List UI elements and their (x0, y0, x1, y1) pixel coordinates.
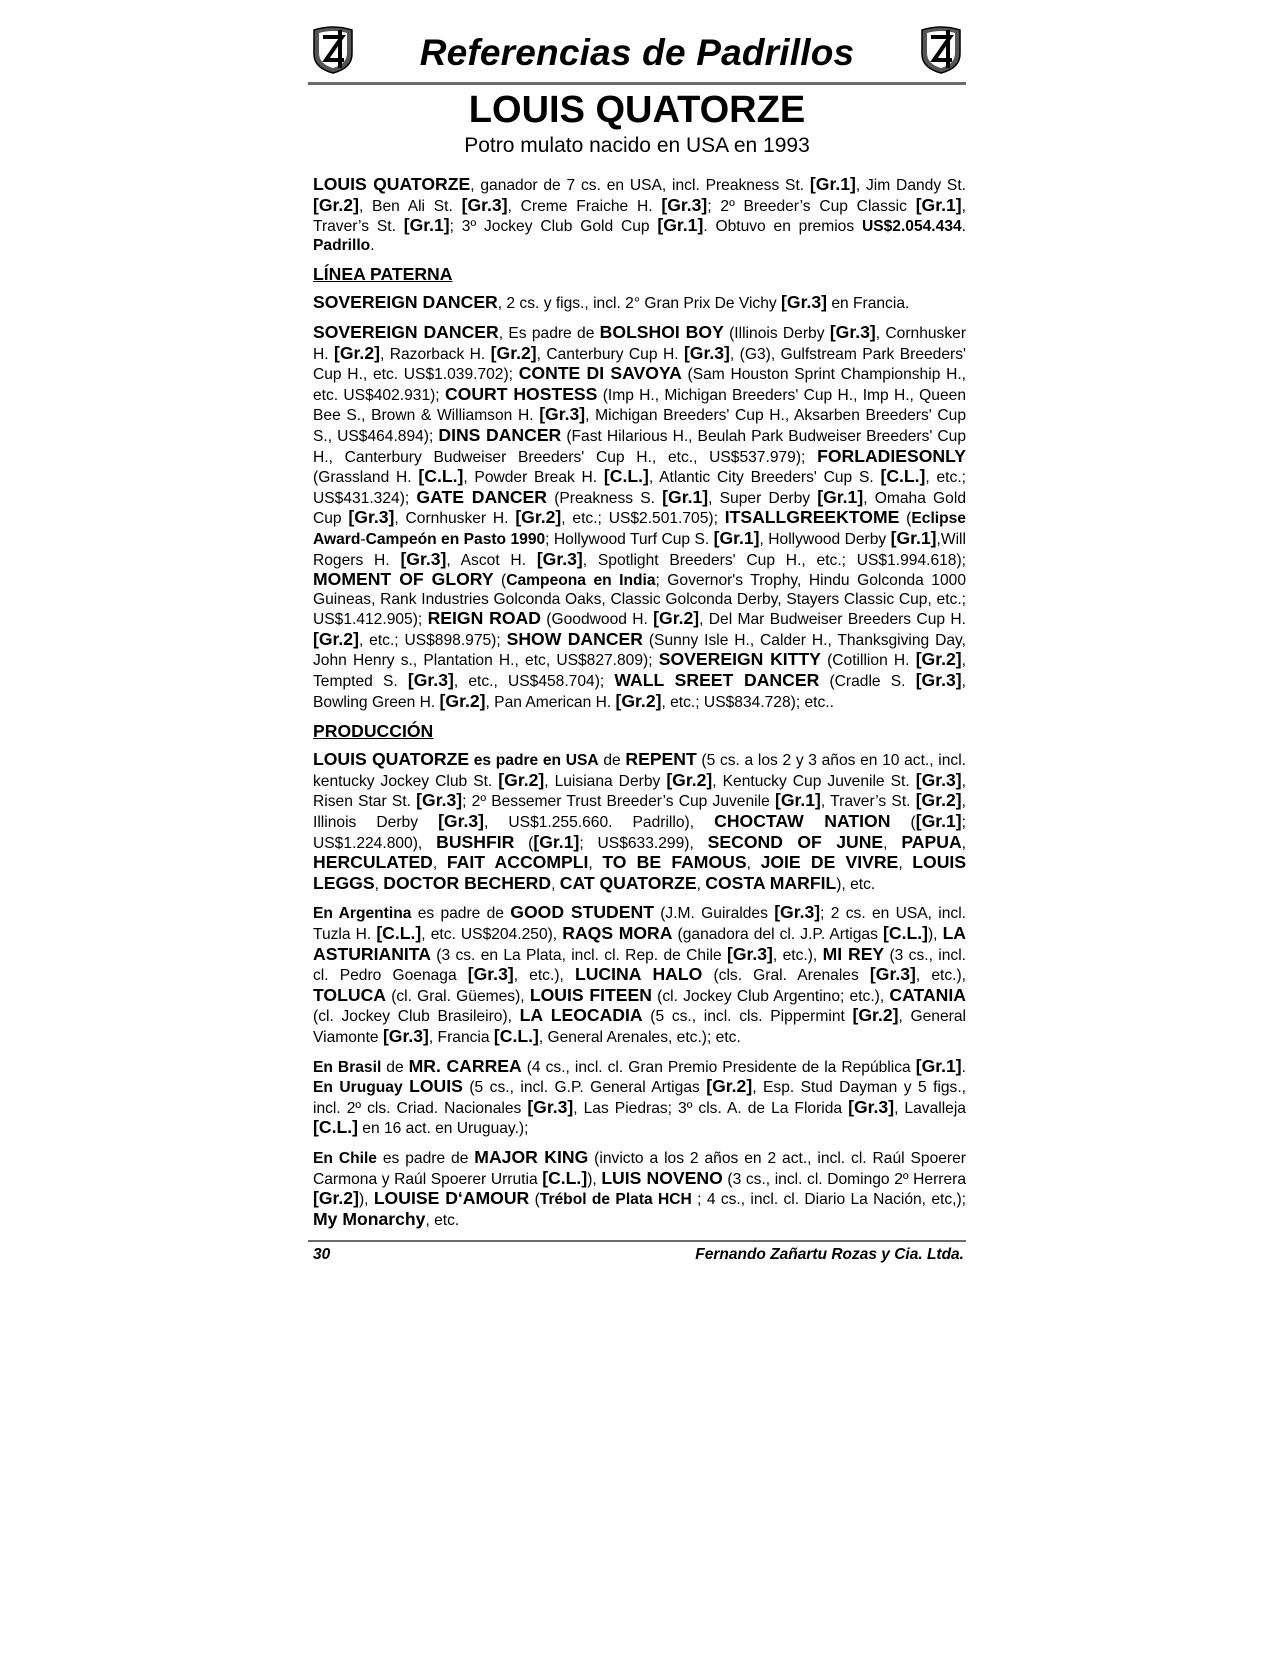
text-run: (3 cs., incl. cl. Pedro Goenaga (313, 946, 966, 985)
text-run: de (598, 752, 626, 770)
bold-text: es padre en USA (469, 752, 599, 770)
horse-name-ref: SOVEREIGN DANCER (313, 321, 499, 342)
text-run: , Traver’s St. (313, 197, 966, 236)
text-run: es padre de (411, 905, 511, 923)
horse-name-ref: DINS DANCER (438, 424, 562, 445)
header-divider (308, 82, 966, 85)
text-run: ( (529, 1191, 540, 1209)
grade-badge: [Gr.3] (416, 790, 463, 811)
text-run: (5 cs. a los 2 y 3 años en 10 act., incl. kentucky Jockey Club St. (313, 752, 966, 790)
text-run: , etc. (425, 1211, 460, 1229)
grade-badge: [Gr.2] (706, 1076, 753, 1097)
text-run: , Las Piedras; 3º cls. A. de La Florida (573, 1099, 849, 1117)
sire-offspring-paragraph (313, 323, 966, 712)
grade-badge: [Gr.3] (467, 964, 514, 985)
horse-name-ref: SOVEREIGN DANCER (313, 292, 498, 313)
grade-badge: [Gr.1] (657, 215, 704, 236)
grade-badge: [Gr.1] (533, 831, 580, 852)
grade-badge: [Gr.3] (400, 548, 447, 569)
text-run: , Del Mar Budweiser Breeders Cup H. (699, 611, 966, 629)
section-heading-produccion: PRODUCCIÓN (313, 721, 434, 742)
text-run: , etc.), (772, 946, 823, 964)
text-run: , etc.; US$2.501.705); (561, 510, 725, 528)
horse-name-ref: REPENT (625, 749, 697, 770)
text-run: (Preakness S. (547, 489, 663, 507)
page (308, 20, 966, 1270)
horse-name-ref: MOMENT OF GLORY (313, 569, 494, 590)
bold-text: US$2.054.434 (861, 218, 962, 236)
horse-name-ref: FAIT ACCOMPLI (446, 852, 589, 873)
horse-name-ref: CAT QUATORZE (559, 872, 697, 893)
grade-badge: [Gr.3] (683, 342, 730, 363)
bold-text: Eclipse Award (313, 510, 966, 548)
text-run: (5 cs., incl. G.P. General Artigas (462, 1079, 707, 1097)
text-run: , Kentucky Cup Juvenile St. (712, 772, 916, 790)
text-run: , Hollywood Derby (759, 530, 891, 548)
text-run: , Bowling Green H. (313, 673, 966, 711)
text-run: , (432, 855, 447, 873)
grade-badge: [Gr.3] (774, 902, 821, 923)
text-run: (Cotillion H. (820, 652, 916, 670)
text-run: ; US$1.224.800), (313, 814, 967, 852)
text-run: (cls. Gral. Arenales (702, 967, 870, 985)
text-run: ), (587, 1170, 602, 1188)
text-run: , Illinois Derby (313, 793, 966, 832)
grade-badge: [C.L.] (418, 466, 464, 487)
text-run: ( (514, 834, 534, 852)
horse-name-ref: GATE DANCER (416, 486, 547, 507)
text-run: ( (493, 572, 507, 590)
page-footer (308, 1246, 966, 1270)
grade-badge: [Gr.1] (809, 174, 856, 194)
grade-badge: [Gr.3] (407, 670, 454, 691)
horse-name-ref: TO BE FAMOUS (602, 852, 747, 873)
section-heading-linea-paterna: LÍNEA PATERNA (313, 264, 453, 285)
grade-badge: [Gr.2] (313, 628, 359, 649)
grade-badge: [C.L.] (376, 923, 422, 943)
text-run: , ganador de 7 cs. en USA, incl. Preakness St. (470, 177, 810, 194)
grade-badge: [Gr.3] (781, 292, 827, 313)
bold-text: Padrillo (313, 236, 371, 254)
text-run: , 2 cs. y figs., incl. 2° Gran Prix De Vichy (497, 295, 782, 313)
text-run: ), etc. (836, 875, 876, 893)
text-run: , Pan American H. (485, 693, 616, 711)
text-run: ( (890, 814, 916, 832)
horse-name-ref: MAJOR KING (474, 1146, 589, 1167)
grade-badge: [Gr.2] (313, 194, 359, 215)
horse-name-ref: BOLSHOI BOY (599, 321, 724, 342)
page-header (308, 20, 966, 80)
horse-name-ref: LA ASTURIANITA (313, 923, 967, 964)
text-run: , etc.), (513, 967, 575, 985)
text-run: , (588, 855, 603, 873)
horse-name-ref: SOVEREIGN KITTY (658, 649, 821, 670)
text-run: (cl. Gral. Güemes), (385, 987, 530, 1005)
text-run: (Sunny Isle H., Calder H., Thanksgiving Day, John Henry s., Plantation H., etc, US$827.809); (313, 631, 967, 670)
text-run: (Sam Houston Sprint Championship H., etc. US$402.931); (313, 366, 966, 404)
zr-logo-icon (918, 24, 964, 74)
text-run: , Francia (428, 1028, 494, 1046)
grade-badge: [Gr.3] (915, 670, 962, 691)
text-run: ; 2 cs. en USA, incl. Tuzla H. (313, 905, 966, 943)
text-run: , General Arenales, etc.); etc. (538, 1028, 741, 1046)
horse-name-ref: MR. CARREA (408, 1055, 522, 1076)
bold-text: En Uruguay (313, 1079, 403, 1097)
horse-name-ref: CONTE DI SAVOYA (518, 363, 682, 384)
grade-badge: [Gr.1] (817, 486, 864, 507)
grade-badge: [Gr.3] (848, 1096, 895, 1117)
text-run: , Traver’s St. (820, 793, 916, 811)
grade-badge: [C.L.] (493, 1025, 539, 1046)
grade-badge: [Gr.2] (498, 769, 545, 790)
grade-badge: [C.L.] (542, 1167, 588, 1188)
text-run: - (360, 530, 366, 548)
text-run: ; 4 cs., incl. cl. Diario La Nación, etc,); (691, 1191, 967, 1209)
text-run: (cl. Jockey Club Brasileiro), (313, 1008, 520, 1026)
bold-text: Campeón en Pasto 1990 (365, 530, 546, 548)
text-run: , Creme Fraiche H. (507, 197, 662, 215)
text-run: (cl. Jockey Club Argentino; etc.), (651, 987, 890, 1005)
text-run: (ganadora del cl. J.P. Artigas (672, 926, 883, 943)
text-run: ,Will Rogers H. (313, 530, 966, 569)
horse-name-ref: LOUIS (409, 1076, 463, 1097)
horse-name-ref: LA LEOCADIA (519, 1005, 643, 1026)
text-run: (invicto a los 2 años en 2 act., incl. cl. Raúl Spoerer Carmona y Raúl Spoerer Urrutia (313, 1149, 966, 1188)
text-run: , (696, 875, 706, 893)
text-run: , (551, 875, 560, 893)
text-run: . (370, 236, 375, 254)
text-run: en Francia. (826, 295, 910, 313)
text-run: , Atlantic City Breeders' Cup S. (648, 469, 881, 487)
text-run: es padre de (376, 1149, 475, 1167)
text-run: . (961, 1058, 967, 1076)
text-run: , etc. US$204.250), (421, 926, 563, 943)
intro-paragraph (313, 175, 966, 255)
text-run: , Risen Star St. (313, 772, 967, 811)
grade-badge: [Gr.3] (348, 507, 395, 528)
grade-badge: [Gr.3] (382, 1025, 429, 1046)
horse-name-ref: LOUIS QUATORZE (313, 174, 471, 194)
text-run: ), (927, 926, 943, 943)
horse-name-ref: COURT HOSTESS (444, 383, 598, 404)
horse-name: LOUIS QUATORZE (468, 89, 806, 131)
grade-badge: [Gr.2] (615, 690, 662, 711)
grade-badge: [Gr.3] (438, 811, 485, 832)
horse-name-ref: CHOCTAW NATION (714, 811, 891, 832)
grade-badge: [Gr.3] (539, 404, 586, 425)
grade-badge: [Gr.3] (461, 194, 508, 215)
horse-name-ref: REIGN ROAD (427, 608, 541, 629)
text-run: . (961, 218, 967, 236)
text-run: (Imp H., Michigan Breeders' Cup H., Imp H., Queen Bee S., Brown & Williamson H. (313, 386, 966, 425)
grade-badge: [Gr.2] (666, 769, 713, 790)
horse-name-ref: DOCTOR BECHERD (383, 872, 552, 893)
text-run: (Goodwood H. (540, 611, 654, 629)
grade-badge: [Gr.2] (653, 608, 700, 629)
grade-badge: [Gr.2] (915, 790, 962, 811)
bold-text: En Brasil (313, 1058, 382, 1076)
horse-subtitle: Potro mulato nacido en USA en 1993 (464, 134, 810, 157)
horse-name-ref: LOUIS QUATORZE (313, 749, 470, 770)
horse-name-ref: HERCULATED (313, 852, 433, 873)
produccion-chile-paragraph (313, 1148, 966, 1230)
grade-badge: [C.L.] (880, 466, 926, 487)
bold-text: Trébol de Plata HCH (539, 1191, 692, 1209)
bold-text: En Chile (313, 1149, 377, 1167)
horse-name-ref: TOLUCA (313, 984, 386, 1005)
footer-divider (308, 1240, 966, 1242)
grade-badge: [Gr.2] (313, 1188, 359, 1209)
text-run: , (374, 875, 384, 893)
grade-badge: [Gr.1] (662, 486, 709, 507)
text-run: (J.M. Guiraldes (653, 905, 775, 923)
text-run: , Ben Ali St. (358, 197, 462, 215)
grade-badge: [Gr.1] (713, 527, 760, 548)
text-run: , Cornhusker H. (394, 510, 516, 528)
sire-paragraph (313, 293, 966, 314)
grade-badge: [Gr.3] (726, 943, 773, 964)
horse-name-ref: LOUIS FITEEN (529, 984, 652, 1005)
grade-badge: [C.L.] (603, 466, 649, 487)
text-run: , US$1.255.660. Padrillo), (484, 814, 715, 832)
text-run: (3 cs. en La Plata, incl. cl. Rep. de Chile (430, 946, 727, 964)
grade-badge: [Gr.3] (829, 321, 876, 342)
text-run: ; Governor's Trophy, Hindu Golconda 1000 Guineas, Rank Industries Golconda Oaks, Classic Golconda Derby, Stayers Classic Cup, etc.; US$1.412.905); (313, 572, 966, 629)
text-run: de (381, 1058, 409, 1076)
text-run: ( (899, 510, 912, 528)
text-run: , Powder Break H. (463, 469, 604, 487)
grade-badge: [Gr.2] (490, 342, 537, 363)
text-run: , (G3), Gulfstream Park Breeders' Cup H., etc. US$1.039.702); (313, 345, 966, 384)
horse-name-ref: MI REY (822, 943, 885, 964)
horse-name-ref: BUSHFIR (436, 831, 515, 852)
horse-name-ref: FORLADIESONLY (817, 445, 966, 466)
horse-name-ref: LOUISE D‘AMOUR (373, 1188, 530, 1209)
text-run: (Grassland H. (313, 469, 419, 487)
grade-badge: [C.L.] (313, 1117, 358, 1138)
text-run: , etc.), (915, 967, 966, 985)
text-run: , Cornhusker H. (313, 324, 967, 363)
text-run: , (883, 834, 902, 852)
text-run: , (898, 855, 913, 873)
grade-badge: [Gr.3] (536, 548, 583, 569)
text-run: , Tempted S. (313, 652, 966, 691)
horse-name-ref: LUIS NOVENO (601, 1167, 723, 1188)
text-run: , etc.; US$834.728); etc.. (661, 693, 834, 711)
text-run: , Esp. Stud Dayman y 5 figs., incl. 2º cls. Criad. Nacionales (313, 1079, 967, 1117)
grade-badge: [Gr.3] (661, 194, 708, 215)
grade-badge: [Gr.3] (869, 964, 916, 985)
horse-name-ref: JOIE DE VIVRE (760, 852, 899, 873)
grade-badge: [Gr.1] (915, 811, 962, 832)
text-run: , Spotlight Breeders' Cup H., etc.; US$1.994.618); (582, 551, 967, 569)
grade-badge: [C.L.] (883, 923, 928, 943)
grade-badge: [Gr.2] (915, 649, 962, 670)
bold-text: En Argentina (313, 905, 412, 923)
grade-badge: [Gr.1] (774, 790, 821, 811)
text-run: , Ascot H. (446, 551, 537, 569)
text-run: , Canterbury Cup H. (536, 345, 684, 363)
text-run: ; 3º Jockey Club Gold Cup (449, 218, 658, 236)
horse-name-ref: RAQS MORA (562, 923, 673, 943)
grade-badge: [Gr.2] (852, 1005, 899, 1026)
horse-name-ref: WALL SREET DANCER (614, 670, 820, 691)
produccion-brasil-uruguay-paragraph (313, 1057, 966, 1139)
text-run: , General Viamonte (313, 1008, 966, 1046)
text-run: , etc.; US$898.975); (358, 631, 507, 649)
header-title: Referencias de Padrillos (419, 32, 855, 73)
produccion-argentina-paragraph (313, 903, 966, 1047)
text-run: (5 cs., incl. cls. Pippermint (642, 1008, 853, 1026)
text-run: (Illinois Derby (723, 324, 830, 342)
horse-name-ref: SHOW DANCER (506, 628, 643, 649)
grade-badge: [Gr.3] (527, 1096, 574, 1117)
text-run: ), (358, 1191, 374, 1209)
text-run: , Razorback H. (379, 345, 491, 363)
horse-name-ref: COSTA MARFIL (705, 872, 837, 893)
grade-badge: [Gr.3] (915, 769, 962, 790)
produccion-usa-paragraph (313, 750, 966, 894)
text-run: , Super Derby (708, 489, 818, 507)
grade-badge: [Gr.1] (403, 215, 450, 236)
horse-name-ref: LOUIS LEGGS (313, 852, 967, 893)
horse-name-ref: My Monarchy (313, 1208, 426, 1229)
text-run: , Michigan Breeders' Cup H., Aksarben Breeders' Cup S., US$464.894); (313, 407, 966, 445)
grade-badge: [Gr.2] (334, 342, 380, 363)
horse-name-ref: LUCINA HALO (574, 964, 703, 985)
grade-badge: [Gr.1] (890, 527, 937, 548)
publisher: Fernando Zañartu Rozas y Cia. Ltda. (695, 1246, 964, 1264)
text-run: , Luisiana Derby (544, 772, 667, 790)
text-run: ; Hollywood Turf Cup S. (545, 530, 714, 548)
text-run: , (961, 834, 966, 852)
text-run: , etc., US$458.704); (453, 673, 615, 691)
text-run: , Omaha Gold Cup (313, 489, 966, 528)
text-run: . Obtuvo en premios (703, 218, 862, 236)
page-number: 30 (313, 1246, 331, 1264)
text-run: (Fast Hilarious H., Beulah Park Budweiser Breeders' Cup H., Canterbury Budweiser Breeders' Cup H., etc., US$537.979); (313, 427, 966, 466)
horse-name-ref: ITSALLGREEKTOME (724, 507, 900, 528)
text-run: ; 2º Bessemer Trust Breeder’s Cup Juvenile (462, 793, 775, 811)
text-run: (3 cs., incl. cl. Domingo 2º Herrera (722, 1170, 967, 1188)
grade-badge: [Gr.2] (515, 507, 562, 528)
text-run: , Lavalleja (894, 1099, 966, 1117)
text-run: ; 2º Breeder’s Cup Classic (707, 197, 916, 215)
horse-name-ref: GOOD STUDENT (510, 902, 654, 923)
text-run: (Cradle S. (819, 673, 916, 691)
text-run: ; US$633.299), (579, 834, 708, 852)
grade-badge: [Gr.1] (915, 1055, 962, 1076)
text-run: , Jim Dandy St. (855, 177, 966, 194)
text-run: , etc.; US$431.324); (313, 469, 966, 507)
text-run: en 16 act. en Uruguay.); (357, 1120, 529, 1138)
text-run: (4 cs., incl. cl. Gran Premio Presidente de la República (521, 1058, 916, 1076)
horse-name-ref: SECOND OF JUNE (707, 831, 884, 852)
text-run: , Es padre de (498, 324, 600, 342)
grade-badge: [Gr.2] (439, 690, 486, 711)
horse-name-ref: CATANIA (889, 984, 966, 1005)
grade-badge: [Gr.1] (915, 194, 962, 215)
bold-text: Campeona en India (506, 572, 656, 590)
horse-name-ref: PAPUA (901, 831, 962, 852)
text-run: , (746, 855, 761, 873)
